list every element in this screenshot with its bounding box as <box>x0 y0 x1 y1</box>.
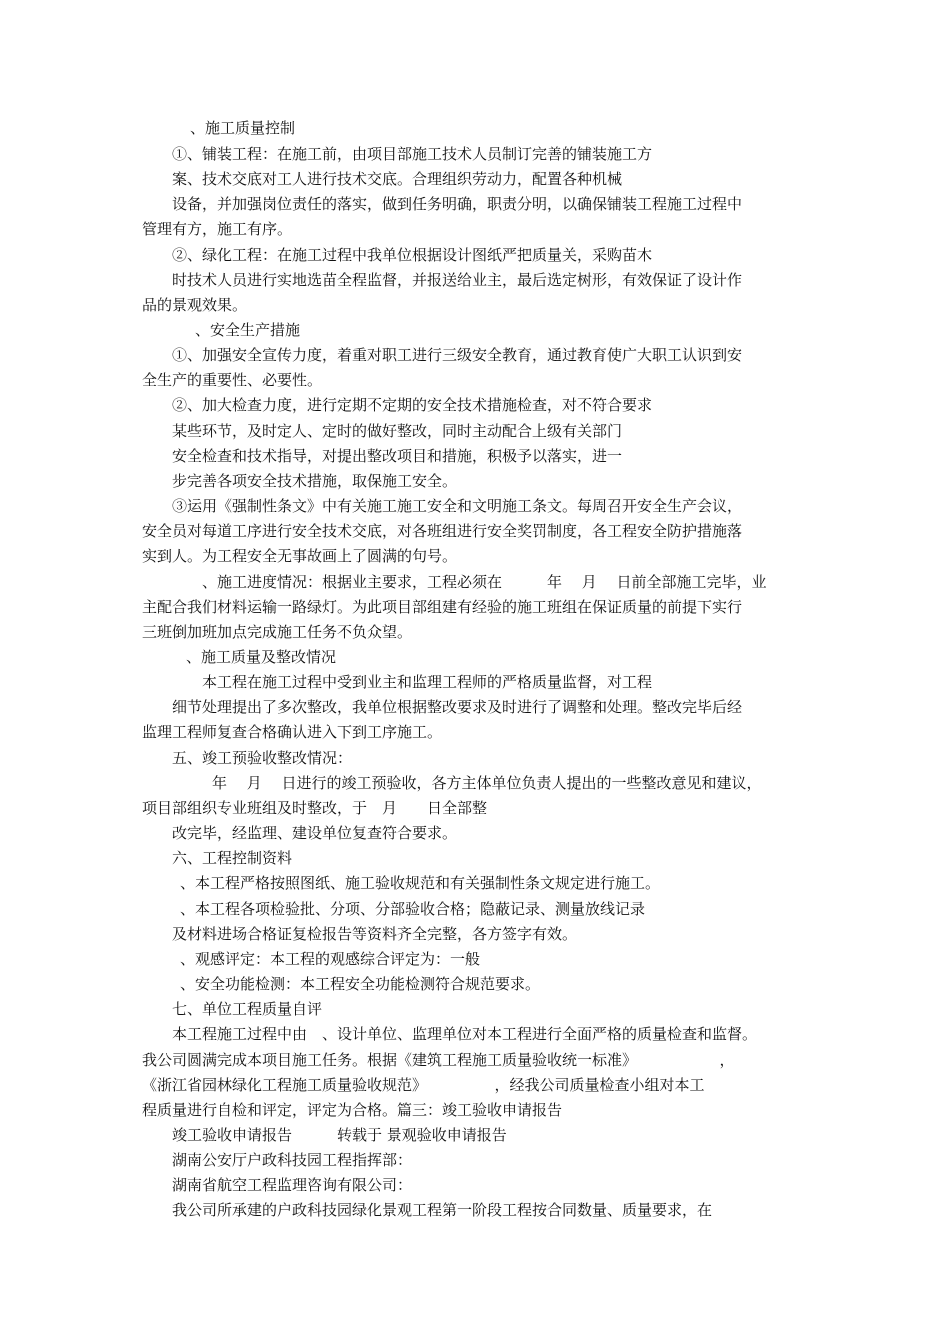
text-line: 本工程施工过程中由 、设计单位、监理单位对本工程进行全面严格的质量检查和监督。 <box>172 1025 758 1043</box>
text-line: 、本工程各项检验批、分项、分部验收合格；隐蔽记录、测量放线记录 <box>180 900 646 918</box>
text-line: 及材料进场合格证复检报告等资料齐全完整，各方签字有效。 <box>172 925 578 943</box>
text-line: 三班倒加班加点完成施工任务不负众望。 <box>142 623 413 641</box>
text-line: ②、绿化工程：在施工过程中我单位根据设计图纸严把质量关，采购苗木 <box>172 246 653 264</box>
text-line: ①、铺装工程：在施工前，由项目部施工技术人员制订完善的铺装施工方 <box>172 145 653 163</box>
text-line: 、施工质量及整改情况 <box>186 648 337 666</box>
text-line: 管理有方，施工有序。 <box>142 220 293 238</box>
text-line: 竣工验收申请报告 转载于 景观验收申请报告 <box>172 1126 507 1144</box>
text-line: 时技术人员进行实地选苗全程监督，并报送给业主，最后选定树形，有效保证了设计作 <box>172 271 743 289</box>
text-line: ①、加强安全宣传力度，着重对职工进行三级安全教育，通过教育使广大职工认识到安 <box>172 346 743 364</box>
text-line: 全生产的重要性、必要性。 <box>142 371 323 389</box>
text-line: 品的景观效果。 <box>142 296 248 314</box>
text-line: 本工程在施工过程中受到业主和监理工程师的严格质量监督，对工程 <box>202 673 653 691</box>
text-line: 、安全功能检测：本工程安全功能检测符合规范要求。 <box>180 975 541 993</box>
text-line: 项目部组织专业班组及时整改，于 月 日全部整 <box>142 799 488 817</box>
text-line: 湖南省航空工程监理咨询有限公司： <box>172 1176 413 1194</box>
text-line: 主配合我们材料运输一路绿灯。为此项目部组建有经验的施工班组在保证质量的前提下实行 <box>142 598 743 616</box>
text-line: 我公司圆满完成本项目施工任务。根据《建筑工程施工质量验收统一标准》 ， <box>142 1051 735 1069</box>
text-line: 安全检查和技术指导，对提出整改项目和措施，积极予以落实，进一 <box>172 447 623 465</box>
text-line: 年 月 日进行的竣工预验收，各方主体单位负责人提出的一些整改意见和建议， <box>212 774 762 792</box>
text-line: 步完善各项安全技术措施，取保施工安全。 <box>172 472 458 490</box>
text-line: 某些环节，及时定人、定时的做好整改，同时主动配合上级有关部门 <box>172 422 623 440</box>
text-line: 改完毕，经监理、建设单位复查符合要求。 <box>172 824 458 842</box>
text-line: 《浙江省园林绿化工程施工质量验收规范》 ，经我公司质量检查小组对本工 <box>142 1076 705 1094</box>
text-line: 设备，并加强岗位责任的落实，做到任务明确，职责分明，以确保铺装工程施工过程中 <box>172 195 743 213</box>
text-line: 安全员对每道工序进行安全技术交底，对各班组进行安全奖罚制度，各工程安全防护措施落 <box>142 522 743 540</box>
text-line: 六、工程控制资料 <box>172 849 293 867</box>
text-line: 七、单位工程质量自评 <box>172 1000 323 1018</box>
text-line: 案、技术交底对工人进行技术交底。合理组织劳动力，配置各种机械 <box>172 170 623 188</box>
text-line: 、本工程严格按照图纸、施工验收规范和有关强制性条文规定进行施工。 <box>180 874 661 892</box>
text-line: 、观感评定：本工程的观感综合评定为：一般 <box>180 950 481 968</box>
text-line: 湖南公安厅户政科技园工程指挥部： <box>172 1151 413 1169</box>
text-line: 、施工质量控制 <box>190 119 296 137</box>
text-line: ③运用《强制性条文》中有关施工施工安全和文明施工条文。每周召开安全生产会议， <box>172 497 743 515</box>
text-line: 五、竣工预验收整改情况： <box>172 749 353 767</box>
text-line: 细节处理提出了多次整改，我单位根据整改要求及时进行了调整和处理。整改完毕后经 <box>172 698 743 716</box>
text-line: 程质量进行自检和评定，评定为合格。篇三：竣工验收申请报告 <box>142 1101 563 1119</box>
text-line: 我公司所承建的户政科技园绿化景观工程第一阶段工程按合同数量、质量要求，在 <box>172 1201 713 1219</box>
text-line: 监理工程师复查合格确认进入下到工序施工。 <box>142 723 443 741</box>
text-line: 、施工进度情况：根据业主要求，工程必须在 年 月 日前全部施工完毕，业 <box>202 573 767 591</box>
text-line: 实到人。为工程安全无事故画上了圆满的句号。 <box>142 547 458 565</box>
text-line: 、安全生产措施 <box>195 321 301 339</box>
text-line: ②、加大检查力度，进行定期不定期的安全技术措施检查，对不符合要求 <box>172 396 653 414</box>
